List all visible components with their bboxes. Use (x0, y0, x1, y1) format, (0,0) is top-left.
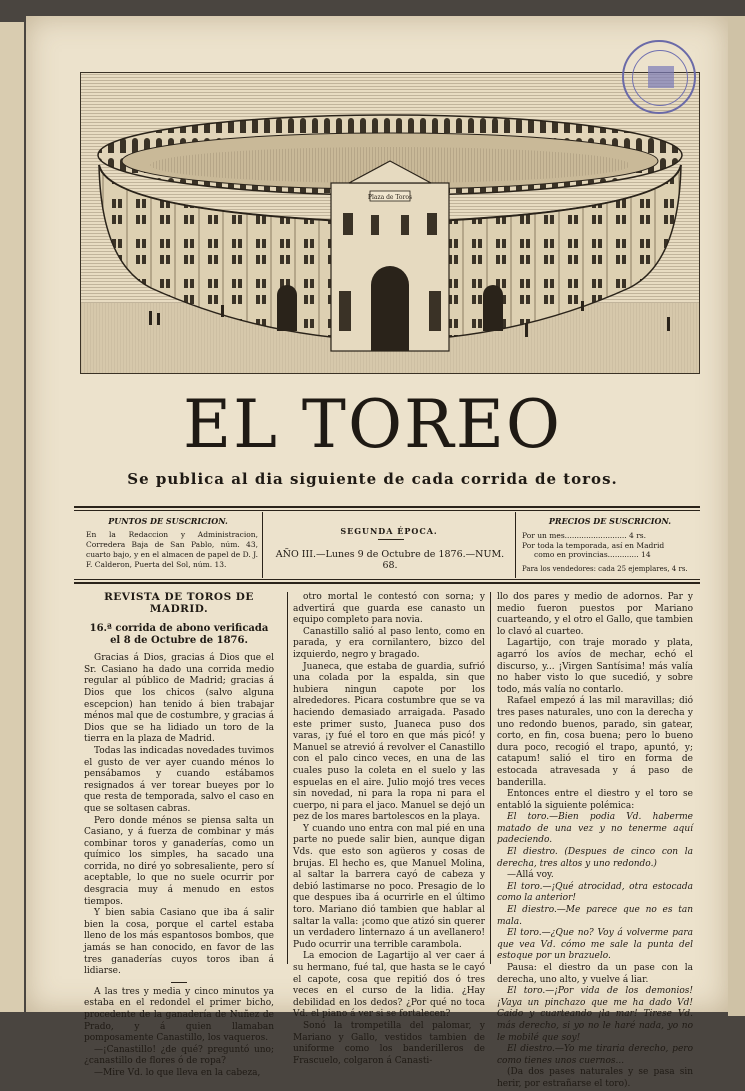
dialogue-line: El diestro.—Yo me tiraria derecho, pero como tienes unos cuernos... (497, 1044, 693, 1066)
subscription-prices-line-3: como en provincias............. 14 (534, 550, 651, 559)
subscription-prices-line-4: Para los vendedores: cada 25 ejemplares, 4 rs. (522, 565, 688, 573)
dialogue-line: El toro.—¡Qué atrocidad, otra estocada como la anterior! (497, 881, 693, 904)
dialogue-line: El diestro.—Me parece que no es tan mala. (497, 905, 693, 927)
paragraph: A las tres y media y cinco minutos ya estaba en el redondel el primer bicho, procedente de la ganadería de Nuñez de Prado, y á quien llamaban pomposamente Canastillo, los vaqueros. (84, 986, 274, 1044)
dialogue-line: El toro.—¡Por vida de los demonios! ¡Vaya un pinchazo que me ha dado Vd! Caido y cuarteando ¡la mar! Tirese Vd. más derecho, si yo no le haré nada, yo no le mobilé que soy! (497, 986, 693, 1043)
column-divider-1 (287, 592, 288, 964)
paragraph: Pero donde ménos se piensa salta un Casiano, y á fuerza de combinar y más combinar toros y ganaderías, como un químico los simples, ha sacado una corrida, no diré yo sobresaliente, pero sí aceptable, lo que no suele ocurrir por desgracia muy á menudo en estos tiempos. (84, 815, 274, 907)
header-bottom-rule-thin (74, 579, 700, 580)
dialogue-line: El toro.—Bien podia Vd. haberme matado de una vez y no tenerme aquí padeciendo. (497, 812, 693, 846)
paragraph: Entonces entre el diestro y el toro se entabló la siguiente polémica: (497, 789, 693, 811)
article-subtitle: 16.ª corrida de abono verificada el 8 de Octubre de 1876. (89, 623, 269, 647)
paragraph: Y cuando uno entra con mal pié en una parte no puede salir bien, aunque digan Vds. que esto son agüeros y cosas de brujas. El hecho es, que Manuel Molina, al saltar la barrera cayó de cabeza y debió lastimarse no poco. Presagio de lo que despues iba á ocurrirle en el último toro. Mariano dió tambien que hablar al saltar la valla: ¡como que atizó sin querer un verdadero linternazo á un avellanero! Pudo ocurrir una terrible carambola. (293, 823, 485, 950)
issue-epoch-rule (378, 539, 404, 540)
masthead-subtitle: Se publica al dia siguiente de cada corrida de toros. (127, 470, 618, 488)
paragraph: Sonó la trompetilla del palomar, y Mariano y Gallo, vestidos tambien de uniforme como los banderilleros de Frascuelo, colgaron á Canasti- (293, 1020, 485, 1066)
column-divider-2 (490, 592, 491, 964)
article-column-1 (84, 592, 274, 1080)
paragraph: Rafael empezó á las mil maravillas; dió tres pases naturales, uno con la derecha y uno redondo buenos, parado, sin gatear, corto, en fin, cosa buena; pero lo bueno dura poco, recogió el trapo, apuntó, y; catapum! salió el tiro en forma de estocada atravesada y á paso de banderilla. (497, 696, 693, 788)
paragraph: Pausa: el diestro da un pase con la derecha, uno alto, y vuelve á liar. (497, 963, 693, 985)
paragraph: Canastillo salió al paso lento, como en parada, y era cornilantero, bizco del izquierdo, negro y bragado. (293, 626, 485, 660)
paragraph: (Da dos pases naturales y se pasa sin herir, por estrañarse el toro). (497, 1067, 693, 1089)
book-spine-edge (0, 22, 24, 1012)
paragraph: Y bien sabia Casiano que iba á salir bien la cosa, porque el cartel estaba lleno de los más espantosos bombos, que jamás se han conocido, en favor de las tres ganaderías cuyos toros iban á lidiarse. (84, 908, 274, 977)
paragraph: —Mire Vd. lo que lleva en la cabeza, (94, 1067, 261, 1078)
paragraph: La emocion de Lagartijo al ver caer á su hermano, fué tal, que hasta se le cayó el capote, cosa que repitió dos ó tres veces en el curso de la lidia. ¿Hay debilidad en los dedos? ¿Por qué no toca Vd. el piano á ver si se fortalecen? (293, 951, 485, 1020)
paragraph: —¡Canastillo! ¿de qué? preguntó uno; ¿canastillo de flores ó de ropa? (84, 1044, 274, 1067)
bullring-illustration (81, 73, 699, 373)
dialogue-line: —Allá voy. (507, 870, 554, 881)
masthead-title: EL TOREO (182, 386, 563, 463)
header-top-rule-thin (74, 510, 700, 511)
bullring-sign-text: Plaza de Toros (367, 194, 413, 201)
header-top-rule (74, 506, 700, 508)
header-bottom-rule (74, 582, 700, 584)
header-divider-left (262, 512, 263, 578)
issue-epoch-label: SEGUNDA ÉPOCA. (340, 526, 438, 536)
article-column-2 (293, 592, 485, 1067)
subscription-points-label: PUNTOS DE SUSCRICION. (108, 516, 228, 526)
paragraph: Gracias á Dios, gracias á Dios que el Sr. Casiano ha dado una corrida medio regular al público de Madrid; gracias á Dios que los chicos (salvo alguna escepcion) han tenido á bien trabajar ménos mal que de costumbre, y gracias á Dios que se ha lidiado un toro de la tierra en la plaza de Madrid. (84, 653, 274, 745)
issue-date-line: AÑO III.—Lunes 9 de Octubre de 1876.—NUM. 68. (275, 549, 505, 571)
dialogue-line: El toro.—¿Que no? Voy á volverme para que vea Vd. cómo me sale la punta del estoque por un brazuelo. (497, 928, 693, 962)
subscription-prices-line-2: Por toda la temporada, así en Madrid (522, 541, 665, 550)
paragraph: otro mortal le contestó con sorna; y advertirá que guarda ese canasto un equipo completo para novia. (293, 592, 485, 626)
separator (171, 982, 187, 983)
header-divider-right (515, 512, 516, 578)
article-section-title: REVISTA DE TOROS DE MADRID. (104, 591, 254, 615)
dialogue-line: El diestro. (Despues de cinco con la derecha, tres altos y uno redondo.) (497, 847, 693, 869)
subscription-prices-line-1: Por un mes.......................... 4 rs. (522, 531, 647, 540)
page-stack-edge (728, 16, 745, 1016)
subscription-prices-label: PRECIOS DE SUSCRICION. (548, 516, 672, 526)
library-stamp (622, 40, 696, 114)
paragraph: Lagartijo, con traje morado y plata, agarró los avíos de mechar, echó el discurso, y... ¡Virgen Santísima! más valía no haber visto lo que sucedió, y sobre todo, más valía no contarlo. (497, 638, 693, 695)
subscription-points-text: En la Redaccion y Administracion, Corredera Baja de San Pablo, núm. 43, cuarto bajo, y en el almacen de papel de D. J. F. Calderon, Puerta del Sol, núm. 13. (86, 530, 258, 569)
paragraph: llo dos pares y medio de adornos. Par y medio fueron puestos por Mariano cuarteando, y el otro el Gallo, que tambien lo clavó al cuarteo. (497, 592, 693, 637)
bullring-engraving (80, 72, 700, 374)
paragraph: Juaneca, que estaba de guardia, sufrió una colada por la espalda, sin que hubiera ningun capote por los alrededores. Picara costumbre que se va haciendo demasiado arraigada. Pasado este primer susto, Juaneca puso dos varas, ¡y fué el toro en que más picó! y Manuel se atrevió á revolver el Canastillo con el palo cinco veces, en una de las cuales puso la coleta en el suelo y las espuelas en el aire. Julio mojó tres veces sin novedad, ni para la ropa ni para el cuerpo, ni para el jaco. Manuel se dejó un pez de los mares bartolescos en la playa. (293, 661, 485, 823)
article-column-3 (497, 592, 693, 1091)
paragraph: Todas las indicadas novedades tuvimos el gusto de ver ayer cuando ménos lo pensábamos y cuando estábamos resignados á ver torear bueyes por lo que resta de temporada, salvo el caso en que se soltasen cabras. (84, 745, 274, 814)
